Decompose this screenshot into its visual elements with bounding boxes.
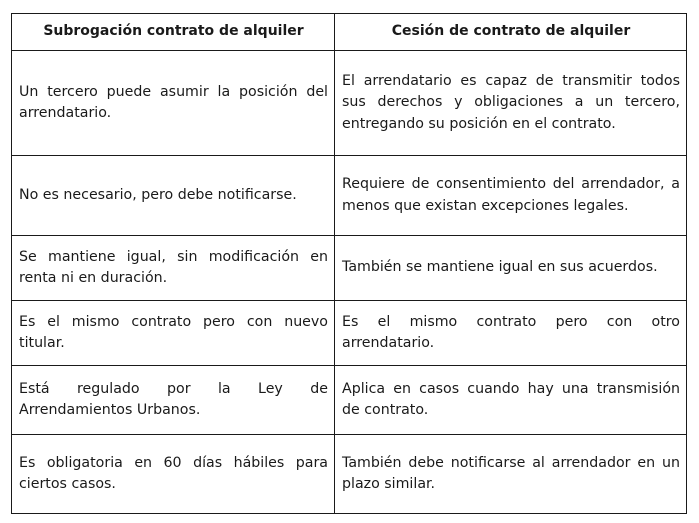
cell-cesion: El arrendatario es capaz de transmitir todos sus derechos y obligaciones a un tercero, entregando su posición en el contrato. [335,51,687,156]
cell-cesion: También debe notificarse al arrendador en un plazo similar. [335,435,687,514]
cell-subrogacion: No es necesario, pero debe notificarse. [12,156,335,236]
cell-subrogacion: Está regulado por la Ley de Arrendamientos Urbanos. [12,366,335,435]
table-row [12,51,687,156]
table-row [12,435,687,514]
table-row [12,301,687,366]
cell-cesion: Es el mismo contrato pero con otro arrendatario. [335,301,687,366]
table-row [12,236,687,301]
cell-cesion: También se mantiene igual en sus acuerdos. [335,236,687,301]
cell-cesion: Requiere de consentimiento del arrendador, a menos que existan excepciones legales. [335,156,687,236]
table-row [12,156,687,236]
cell-subrogacion: Se mantiene igual, sin modificación en renta ni en duración. [12,236,335,301]
table-header-row [12,14,687,51]
header-cesion: Cesión de contrato de alquiler [335,14,687,51]
cell-subrogacion: Es obligatoria en 60 días hábiles para ciertos casos. [12,435,335,514]
cell-cesion: Aplica en casos cuando hay una transmisión de contrato. [335,366,687,435]
cell-subrogacion: Es el mismo contrato pero con nuevo titular. [12,301,335,366]
cell-subrogacion: Un tercero puede asumir la posición del arrendatario. [12,51,335,156]
header-subrogacion: Subrogación contrato de alquiler [12,14,335,51]
table-row [12,366,687,435]
comparison-table [11,13,687,514]
